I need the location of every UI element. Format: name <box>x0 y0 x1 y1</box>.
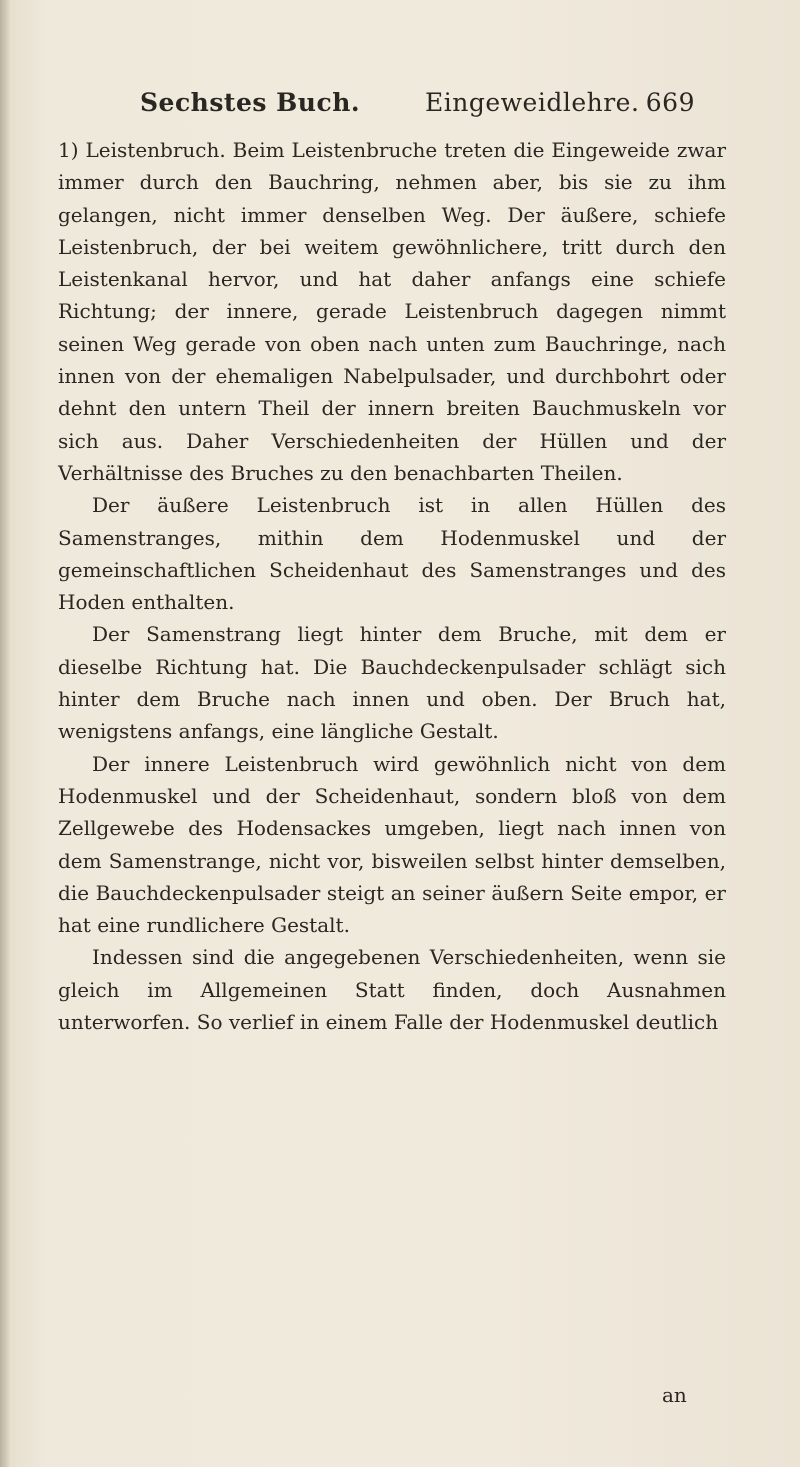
body-text <box>58 134 726 1038</box>
catchword: an <box>662 1383 687 1407</box>
paragraph-4: Der innere Leistenbruch wird gewöhnlich nicht von dem Hodenmuskel und der Scheidenhaut, sondern bloß von dem Zellgewebe des Hodensackes umgeben, liegt nach innen von dem Samenstrange, nicht vor, bisweilen selbst hinter demselben, die Bauchdeckenpulsader steigt an seiner äußern Seite empor, er hat eine rundlichere Gestalt. <box>58 751 726 938</box>
paragraph-1: 1) Leistenbruch. Beim Leistenbruche treten die Eingeweide zwar immer durch den Bauchring, nehmen aber, bis sie zu ihm gelangen, nicht immer denselben Weg. Der äußere, schiefe Leistenbruch, der bei weitem gewöhnlichere, tritt durch den Leistenkanal hervor, und hat daher anfangs eine schiefe Richtung; der innere, gerade Leistenbruch dagegen nimmt seinen Weg gerade von oben nach unten zum Bauchringe, nach innen von der ehemaligen Nabelpulsader, und durchbohrt oder dehnt den untern Theil der innern breiten Bauchmuskeln vor sich aus. Daher Verschiedenheiten der Hüllen und der Verhältnisse des Bruches zu den benachbarten Theilen. <box>58 138 726 485</box>
page-gutter-shadow <box>0 0 10 1467</box>
page-number: 669 <box>645 88 695 117</box>
page-header <box>115 86 695 126</box>
paragraph-2: Der äußere Leistenbruch ist in allen Hüllen des Samenstranges, mithin dem Hodenmuskel und der gemeinschaftlichen Scheidenhaut des Samenstranges und des Hoden enthalten. <box>58 493 726 615</box>
running-head-section: Eingeweidlehre. <box>425 88 640 117</box>
paragraph-5: Indessen sind die angegebenen Verschiedenheiten, wenn sie gleich im Allgemeinen Statt finden, doch Ausnahmen unterworfen. So verlief in einem Falle der Hodenmuskel deutlich <box>58 945 726 1035</box>
running-title: Sechstes Buch. <box>140 88 361 117</box>
paragraph-3: Der Samenstrang liegt hinter dem Bruche, mit dem er dieselbe Richtung hat. Die Bauchdeckenpulsader schlägt sich hinter dem Bruche nach innen und oben. Der Bruch hat, wenigstens anfangs, eine längliche Gestalt. <box>58 622 726 744</box>
